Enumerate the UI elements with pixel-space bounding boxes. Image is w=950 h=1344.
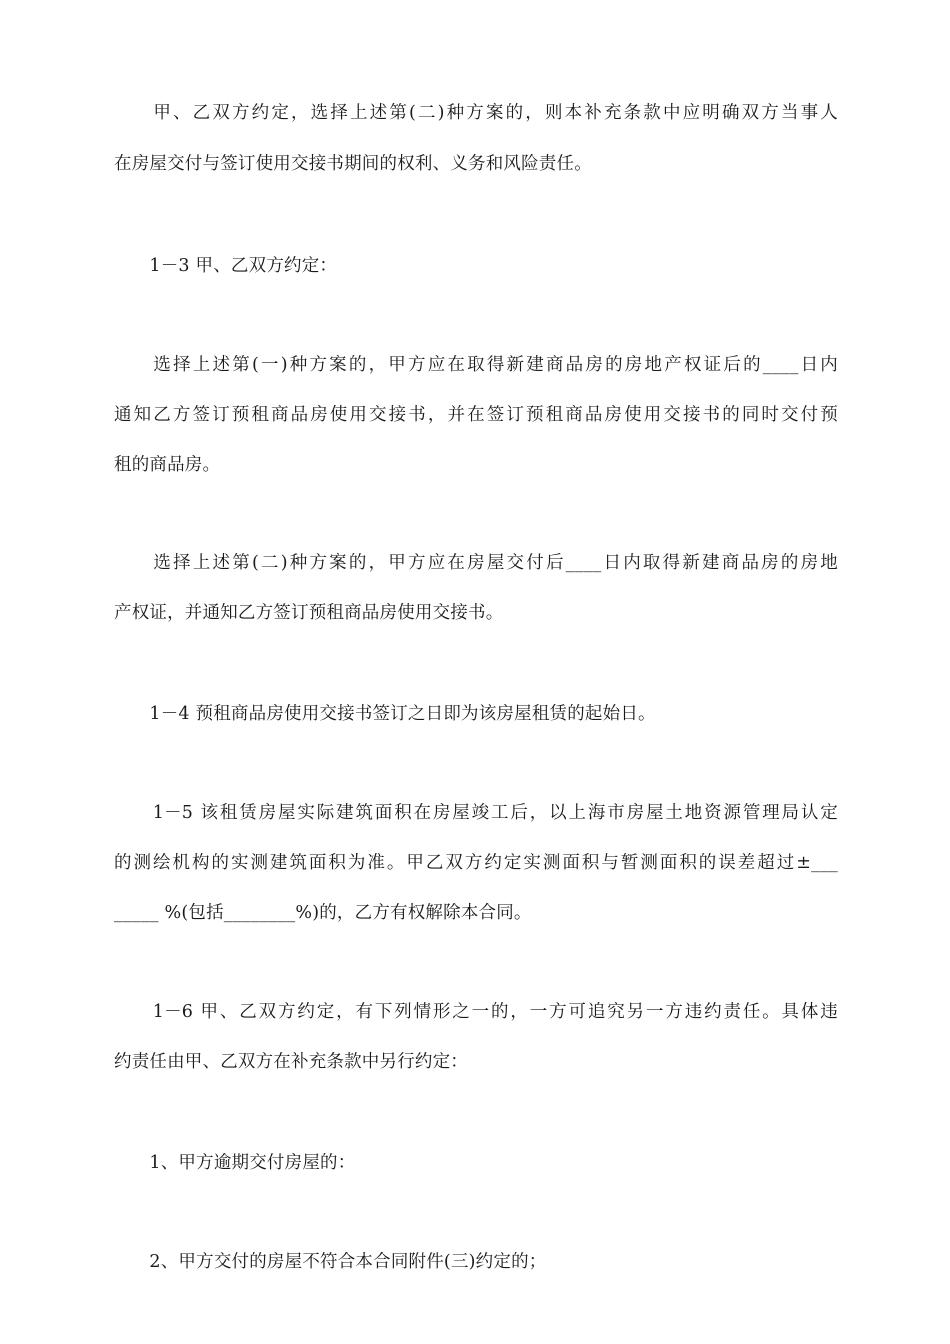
clause-heading: 1－3 甲、乙双方约定： [114,256,338,276]
list-item: 1、甲方逾期交付房屋的： [114,1153,356,1173]
paragraph-line: _____ %(包括________%)的，乙方有权解除本合同。 [114,903,532,923]
clause-line: 1－6 甲、乙双方约定，有下列情形之一的，一方可追究另一方违约责任。具体违 [114,1002,838,1022]
paragraph-line: 通知乙方签订预租商品房使用交接书，并在签订预租商品房使用交接书的同时交付预 [114,405,838,425]
paragraph-line: 的测绘机构的实测建筑面积为准。甲乙双方约定实测面积与暂测面积的误差超过±___ [114,853,838,873]
paragraph-line: 产权证，并通知乙方签订预租商品房使用交接书。 [114,603,504,623]
paragraph-line: 约责任由甲、乙双方在补充条款中另行约定： [114,1052,468,1072]
paragraph-line: 选择上述第(二)种方案的，甲方应在房屋交付后____日内取得新建商品房的房地 [114,553,838,573]
paragraph-line: 甲、乙双方约定，选择上述第(二)种方案的，则本补充条款中应明确双方当事人 [114,103,838,123]
paragraph-line: 租的商品房。 [114,455,221,475]
list-item: 2、甲方交付的房屋不符合本合同附件(三)约定的； [114,1252,547,1272]
paragraph-line: 选择上述第(一)种方案的，甲方应在取得新建商品房的房地产权证后的____日内 [114,355,838,375]
paragraph-line: 在房屋交付与签订使用交接书期间的权利、义务和风险责任。 [114,154,592,174]
clause-line: 1－5 该租赁房屋实际建筑面积在房屋竣工后，以上海市房屋土地资源管理局认定 [114,803,838,823]
clause-line: 1－4 预租商品房使用交接书签订之日即为该房屋租赁的起始日。 [114,704,656,724]
